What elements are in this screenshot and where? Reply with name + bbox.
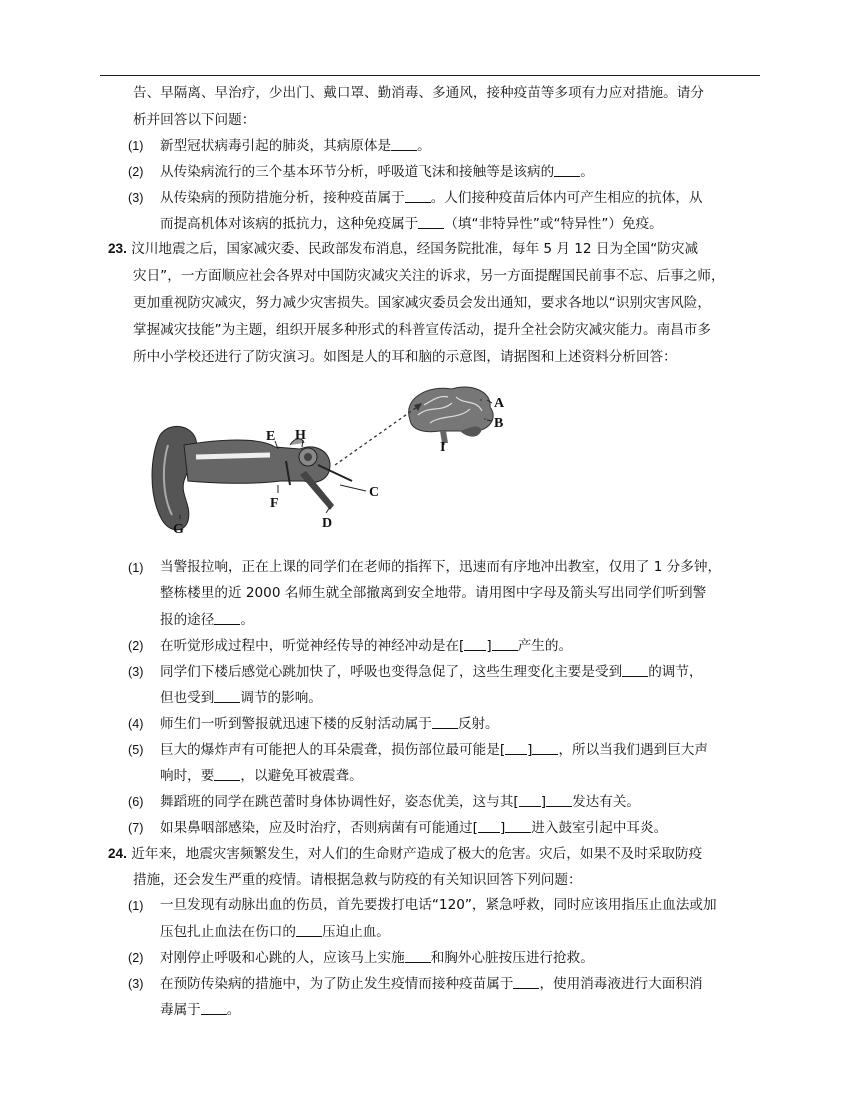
answer-blank[interactable]: [554, 162, 580, 177]
q24-text-1: 近年来，地震灾害频繁发生，对人们的生命财产造成了极大的危害。灾后，如果不及时采取防疫: [131, 846, 703, 862]
q23-s5-text-c: ，所以当我们遇到巨大声: [558, 742, 708, 758]
q23-number: 23.: [108, 241, 127, 256]
q23-s3-text-c: 但也受到: [160, 690, 215, 706]
q24-s1-line2: [160, 922, 390, 941]
q23-s3-line1: [160, 662, 703, 681]
q24-s1-line1: 一旦发现有动脉出血的伤员，首先要拨打电话“120”，紧急呼救，同时应该用指压止血法或加: [160, 897, 717, 913]
q23-s2-text-c: 产生的。: [517, 638, 573, 654]
q24-s3-line2: [160, 1000, 240, 1019]
q23-s1-line2: 整栋楼里的近 2000 名师生就全部撤离到安全地带。请用图中字母及箭头写出同学们听到警: [160, 585, 707, 601]
q24-s3-text-b: ，使用消毒液进行大面积消: [539, 976, 703, 992]
q22-sub3-text-c: 而提高机体对该病的抵抗力，这种免疫属于: [160, 216, 419, 232]
q23-s6-bracket: ]: [540, 794, 547, 810]
q24-para-line1: [108, 845, 702, 863]
q22-sub3-text-b: 。人们接种疫苗后体内可产生相应的抗体，从: [430, 190, 703, 206]
q23-s3-text-d: 调节的影响。: [240, 690, 322, 706]
answer-blank[interactable]: [505, 818, 531, 833]
q24-s2: [160, 948, 594, 967]
q24-s1-number: (1): [128, 899, 144, 913]
answer-blank[interactable]: [432, 714, 458, 729]
ear-brain-figure: [140, 385, 520, 540]
q23-s1-end: 。: [240, 612, 254, 628]
q23-s4-number: (4): [128, 717, 144, 731]
answer-blank[interactable]: [391, 136, 417, 151]
label-b: B: [494, 416, 504, 431]
q23-s5-line2: [160, 766, 363, 785]
q24-s3-number: (3): [128, 977, 144, 991]
q23-s2-text-a: 在听觉形成过程中，听觉神经传导的神经冲动是在[: [160, 638, 465, 654]
q23-s3-text-b: 的调节，: [648, 664, 703, 680]
answer-blank[interactable]: [519, 792, 541, 807]
answer-blank[interactable]: [418, 214, 444, 229]
brain-illustration: [409, 387, 494, 443]
q22-sub2-end: 。: [580, 164, 594, 180]
q23-s6: [160, 792, 640, 811]
q23-s6-text-c: 发达有关。: [572, 794, 641, 810]
q24-s1-text-b: 压包扎止血法在伤口的: [160, 924, 296, 940]
q23-s5-text-e: ，以避免耳被震聋。: [240, 768, 363, 784]
answer-blank[interactable]: [492, 636, 518, 651]
answer-blank[interactable]: [214, 766, 240, 781]
label-e: E: [266, 429, 276, 444]
label-d: D: [322, 516, 333, 531]
label-g: G: [173, 522, 184, 537]
q22-sub1-text: 新型冠状病毒引起的肺炎，其病原体是: [160, 138, 392, 154]
q23-s3-line2: [160, 688, 322, 707]
q22-sub1-end: 。: [417, 138, 431, 154]
q22-sub3-text-a: 从传染病的预防措施分析，接种疫苗属于: [160, 190, 405, 206]
answer-blank[interactable]: [214, 688, 240, 703]
q22-sub3-line2: [160, 214, 663, 233]
label-i: I: [440, 440, 446, 455]
answer-blank[interactable]: [464, 636, 486, 651]
q23-s6-number: (6): [128, 795, 144, 809]
q24-s3-text-d: 。: [226, 1002, 241, 1018]
q22-sub3-number: (3): [128, 191, 144, 205]
answer-blank[interactable]: [405, 188, 431, 203]
label-h: H: [295, 428, 306, 443]
answer-blank[interactable]: [201, 1000, 227, 1015]
q23-s7-text-c: 进入鼓室引起中耳炎。: [531, 820, 668, 836]
q24-s3-line1: [160, 974, 703, 993]
q23-s7-number: (7): [128, 821, 144, 835]
q22-sub3-text-d: （填“非特异性”或“特异性”）免疫。: [444, 216, 663, 232]
q23-s7: [160, 818, 667, 837]
q23-s1-line1: 当警报拉响，正在上课的同学们在老师的指挥下，迅速而有序地冲出教室，仅用了 1 分多钟，: [160, 559, 722, 575]
q22-sub1: [160, 136, 431, 155]
q24-number: 24.: [108, 846, 127, 861]
q23-text-1: 汶川地震之后，国家减灾委、民政部发布消息，经国务院批准，每年 5 月 12 日为全国“防灾减: [131, 241, 699, 257]
q22-sub2: [160, 162, 594, 181]
q24-s2-number: (2): [128, 951, 144, 965]
header-rule: [100, 75, 760, 76]
q23-s7-text-a: 如果鼻咽部感染，应及时治疗，否则病菌有可能通过[: [160, 820, 478, 836]
q23-para-line5: 所中小学校还进行了防灾演习。如图是人的耳和脑的示意图，请据图和上述资料分析回答：: [133, 349, 677, 365]
q23-s5-text-a: 巨大的爆炸声有可能把人的耳朵震聋，损伤部位最可能是[: [160, 742, 506, 758]
q23-para-line2: 灾日”，一方面顺应社会各界对中国防灾减灾关注的诉求，另一方面提醒国民前事不忘、后事之师，: [133, 268, 725, 284]
q23-s5-line1: [160, 740, 708, 759]
q22-sub2-number: (2): [128, 165, 144, 179]
q24-s1-text-c: 压迫止血。: [321, 924, 390, 940]
answer-blank[interactable]: [478, 818, 500, 833]
label-f: F: [270, 496, 279, 511]
answer-blank[interactable]: [214, 610, 240, 625]
answer-blank[interactable]: [513, 974, 539, 989]
q23-s2: [160, 636, 572, 655]
q23-s1-line3: [160, 610, 254, 629]
q24-s3-text-c: 毒属于: [160, 1002, 201, 1018]
q23-s4: [160, 714, 499, 733]
q24-s2-text-b: 和胸外心脏按压进行抢救。: [430, 950, 594, 966]
q23-s7-bracket: ]: [499, 820, 506, 836]
q22-sub3-line1: [160, 188, 703, 207]
q24-s2-text-a: 对刚停止呼吸和心跳的人，应该马上实施: [160, 950, 405, 966]
answer-blank[interactable]: [405, 948, 431, 963]
q23-s4-text-b: 反射。: [457, 716, 499, 732]
answer-blank[interactable]: [546, 792, 572, 807]
label-a: A: [494, 396, 505, 411]
q22-sub2-text: 从传染病流行的三个基本环节分析，呼吸道飞沫和接触等是该病的: [160, 164, 555, 180]
q23-s5-bracket: ]: [527, 742, 533, 758]
ear-illustration: [152, 426, 352, 530]
leader-line: [326, 507, 330, 513]
pathway-dashed-arrow: [335, 405, 420, 465]
q23-s3-number: (3): [128, 665, 144, 679]
q23-s3-text-a: 同学们下楼后感觉心跳加快了，呼吸也变得急促了，这些生理变化主要是受到: [160, 664, 623, 680]
answer-blank[interactable]: [622, 662, 648, 677]
q22-intro-line2: 析并回答以下问题：: [133, 112, 256, 128]
leader-line: [340, 485, 366, 491]
q23-para-line4: 掌握减灾技能”为主题，组织开展多种形式的科普宣传活动，提升全社会防灾减灾能力。南昌市多: [133, 322, 711, 338]
q23-para-line1: [108, 240, 698, 258]
q23-s2-bracket: ]: [486, 638, 492, 654]
q24-para-line2: 措施，还会发生严重的疫情。请根据急救与防疫的有关知识回答下列问题：: [133, 872, 582, 888]
q22-intro-line1: 告、早隔离、早治疗，少出门、戴口罩、勤消毒、多通风，接种疫苗等多项有力应对措施。请分: [133, 85, 704, 101]
q23-s5-text-d: 响时，要: [160, 768, 215, 784]
q23-s1-number: (1): [128, 561, 144, 575]
q23-s1-text-c: 报的途径: [160, 612, 215, 628]
answer-blank[interactable]: [505, 740, 527, 755]
q23-s4-text-a: 师生们一听到警报就迅速下楼的反射活动属于: [160, 716, 432, 732]
q24-s3-text-a: 在预防传染病的措施中，为了防止发生疫情而接种疫苗属于: [160, 976, 514, 992]
answer-blank[interactable]: [532, 740, 558, 755]
answer-blank[interactable]: [296, 922, 322, 937]
label-c: C: [369, 485, 380, 500]
q23-para-line3: 更加重视防灾减灾，努力减少灾害损失。国家减灾委员会发出通知，要求各地以“识别灾害风险，: [133, 295, 711, 311]
q23-s6-text-a: 舞蹈班的同学在跳芭蕾时身体协调性好，姿态优美，这与其[: [160, 794, 519, 810]
q23-s5-number: (5): [128, 743, 144, 757]
q22-sub1-number: (1): [128, 139, 144, 153]
q23-s2-number: (2): [128, 639, 144, 653]
